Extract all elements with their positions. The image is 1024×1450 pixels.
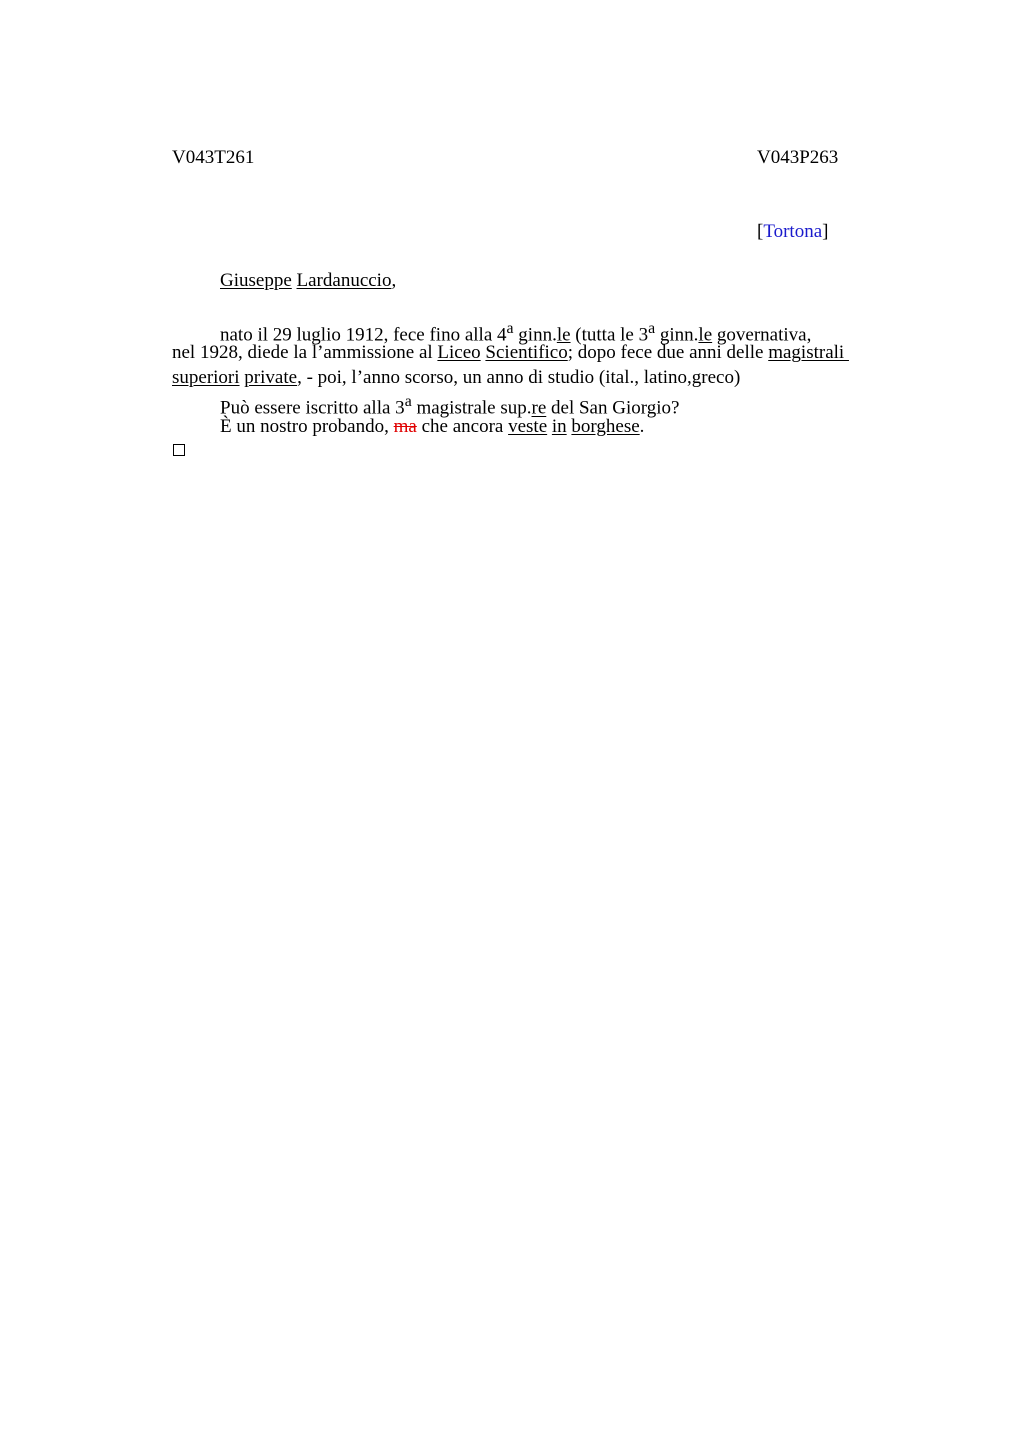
place-name: Tortona — [763, 221, 823, 242]
text: che ancora — [416, 415, 509, 437]
addressee — [220, 269, 396, 293]
text: governativa, — [712, 324, 812, 346]
text: È un nostro probando, — [220, 415, 394, 437]
underlined-text: magistrali — [768, 342, 849, 364]
body-line-1 — [172, 317, 932, 346]
body-line-4 — [172, 390, 932, 419]
text: . — [639, 415, 645, 437]
place-annotation — [757, 220, 828, 244]
text: ; dopo fece due anni delle — [567, 342, 769, 364]
text: , - poi, l’anno scorso, un anno di studio (ital., latino,greco) — [297, 366, 741, 388]
struck-text: ma — [393, 415, 417, 437]
underlined-text: re — [531, 397, 547, 419]
ordinal-sup: a — [648, 320, 656, 337]
letter-body — [172, 317, 932, 439]
ordinal-sup: a — [506, 320, 514, 337]
underlined-text: borghese — [571, 415, 640, 437]
text: nel 1928, diede la l’ammissione al — [172, 342, 438, 364]
text: magistrale sup. — [411, 397, 532, 419]
body-line-2 — [172, 341, 932, 365]
text: ginn. — [513, 324, 557, 346]
body-line-5 — [172, 415, 932, 439]
text: Può essere iscritto alla 3 — [220, 397, 405, 419]
underlined-text: Liceo — [437, 342, 481, 364]
addressee-first-name: Giuseppe — [220, 270, 292, 291]
addressee-punct: , — [391, 270, 397, 291]
underlined-text: superiori — [172, 366, 240, 388]
underlined-text: veste — [508, 415, 548, 437]
underlined-text: private — [244, 366, 298, 388]
addressee-last-name: Lardanuccio — [296, 270, 392, 291]
text: del San Giorgio? — [546, 397, 680, 419]
document-id-left: V043T261 — [172, 147, 255, 168]
bracket-open: [ — [757, 221, 764, 242]
body-line-3 — [172, 366, 932, 390]
text: nato il 29 luglio 1912, fece fino alla 4 — [220, 324, 507, 346]
underlined-text: in — [551, 415, 567, 437]
underlined-text: Scientifico — [485, 342, 568, 364]
text: ginn. — [655, 324, 699, 346]
bracket-close: ] — [822, 221, 829, 242]
text: (tutta le 3 — [570, 324, 649, 346]
underlined-text: le — [556, 324, 571, 346]
empty-square-icon — [173, 444, 185, 456]
ordinal-sup: a — [404, 393, 412, 411]
document-id-right: V043P263 — [757, 147, 839, 168]
underlined-text: le — [698, 324, 713, 346]
